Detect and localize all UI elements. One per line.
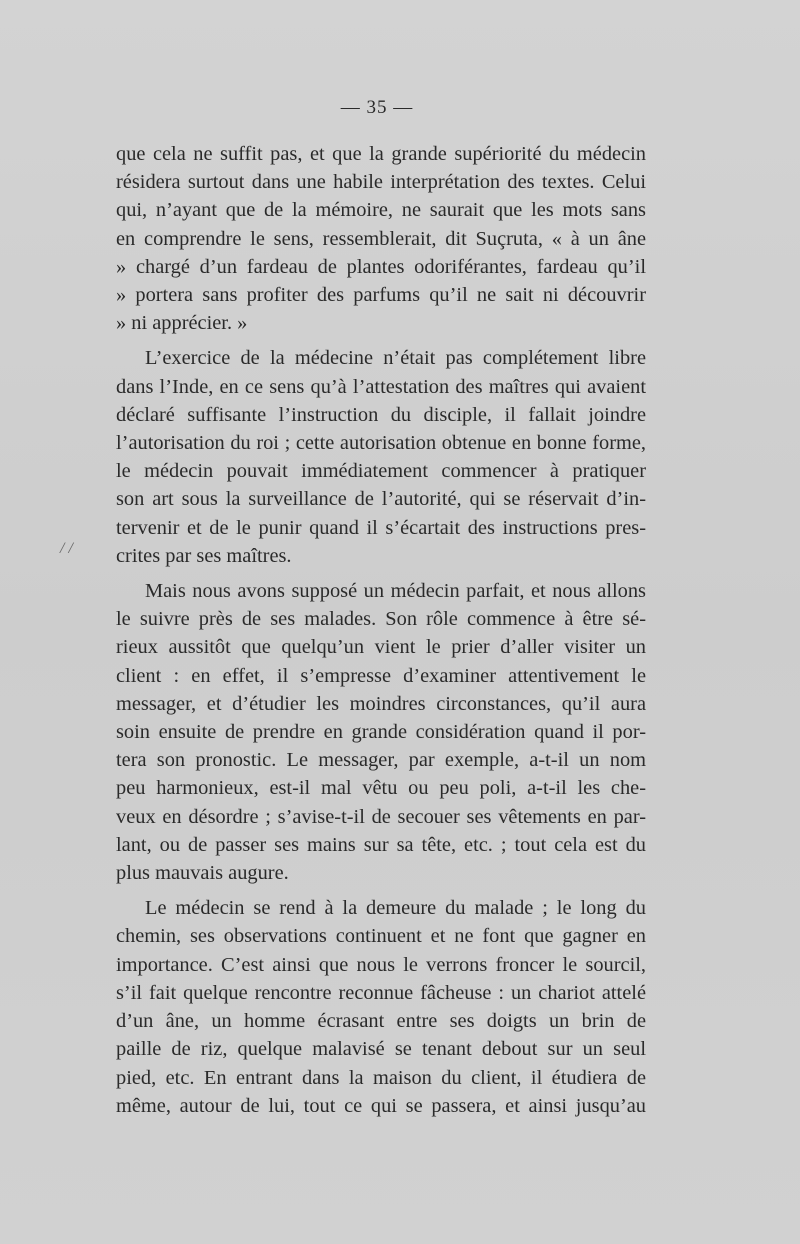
text-line: qui, n’ayant que de la mémoire, ne saurait que les mots sans [116,199,646,222]
paragraph-1 [116,140,646,337]
text-line: client : en effet, il s’empresse d’examiner attentivement le [116,664,646,687]
text-line: tera son pronostic. Le messager, par exemple, a-t-il un nom [116,749,646,772]
paragraph-4 [116,894,646,1120]
text-line: importance. C’est ainsi que nous le verrons froncer le sourcil, [116,953,646,976]
text-line: le médecin pouvait immédiatement commencer à pratiquer [116,460,646,483]
text-line: son art sous la surveillance de l’autorité, qui se réservait d’in- [116,488,646,511]
text-line: tervenir et de le punir quand il s’écartait des instructions pres- [116,516,646,539]
text-line: soin ensuite de prendre en grande considération quand il por- [116,721,646,744]
text-line: » portera sans profiter des parfums qu’il ne sait ni découvrir [116,284,646,307]
text-line: même, autour de lui, tout ce qui se passera, et ainsi jusqu’au [116,1094,646,1117]
text-line: paille de riz, quelque malavisé se tenant debout sur un seul [116,1038,646,1061]
page-number: — 35 — [340,97,414,118]
body-text [116,140,646,1120]
margin-annotation: / / [60,540,73,557]
text-line: dans l’Inde, en ce sens qu’à l’attestation des maîtres qui avaient [116,375,646,398]
text-line: » ni apprécier. » [116,312,248,335]
text-line: le suivre près de ses malades. Son rôle commence à être sé- [116,608,646,631]
paragraph-3 [116,577,646,887]
text-line: Le médecin se rend à la demeure du malade ; le long du [145,897,646,920]
text-line: s’il fait quelque rencontre reconnue fâcheuse : un chariot attelé [116,981,646,1004]
text-line: Mais nous avons supposé un médecin parfait, et nous allons [145,580,646,603]
text-line: » chargé d’un fardeau de plantes odoriférantes, fardeau qu’il [116,255,646,278]
text-line: l’autorisation du roi ; cette autorisation obtenue en bonne forme, [116,432,646,455]
text-line: lant, ou de passer ses mains sur sa tête, etc. ; tout cela est du [116,833,646,856]
text-line: plus mauvais augure. [116,862,289,885]
text-line: L’exercice de la médecine n’était pas complétement libre [145,347,646,370]
text-line: crites par ses maîtres. [116,544,292,567]
text-line: messager, et d’étudier les moindres circonstances, qu’il aura [116,692,646,715]
text-line: déclaré suffisante l’instruction du disciple, il fallait joindre [116,403,646,426]
paragraph-2 [116,344,646,570]
text-line: résidera surtout dans une habile interprétation des textes. Celui [116,171,646,194]
text-line: chemin, ses observations continuent et ne font que gagner en [116,925,646,948]
text-line: d’un âne, un homme écrasant entre ses doigts un brin de [116,1010,646,1033]
text-line: veux en désordre ; s’avise-t-il de secouer ses vêtements en par- [116,805,646,828]
text-line: peu harmonieux, est-il mal vêtu ou peu poli, a-t-il les che- [116,777,646,800]
text-line: pied, etc. En entrant dans la maison du client, il étudiera de [116,1066,646,1089]
text-line: rieux aussitôt que quelqu’un vient le prier d’aller visiter un [116,636,646,659]
text-line: en comprendre le sens, ressemblerait, dit Suçruta, « à un âne [116,227,646,250]
text-line: que cela ne suffit pas, et que la grande supériorité du médecin [116,143,646,165]
